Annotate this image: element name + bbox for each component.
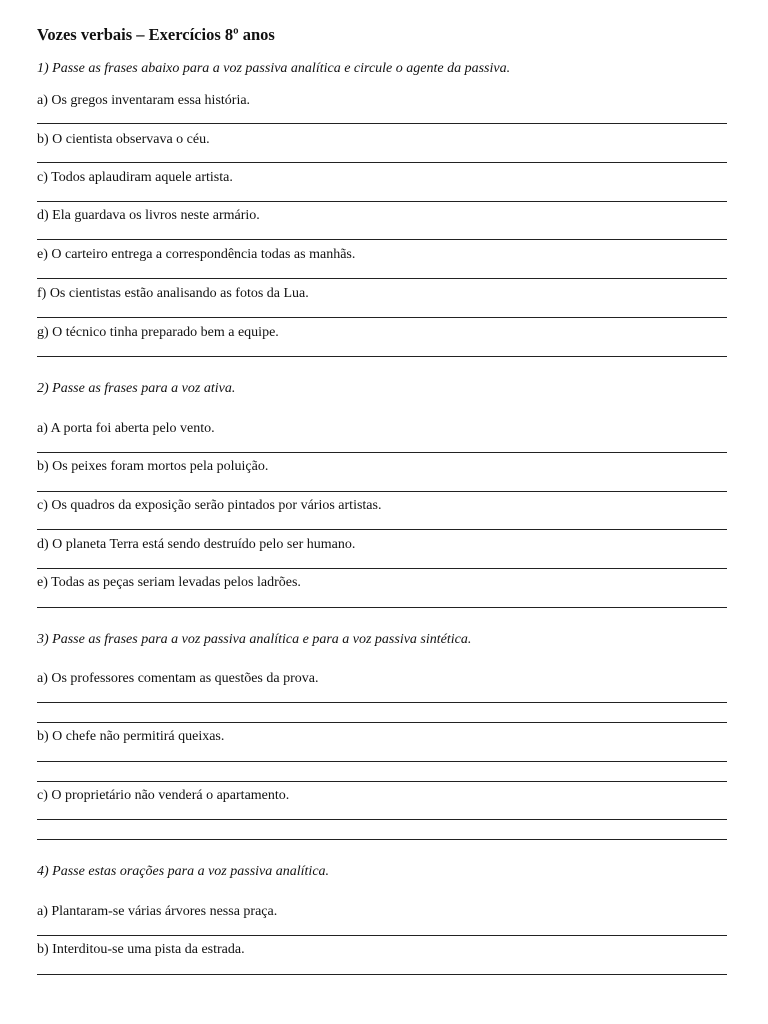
page-title: Vozes verbais – Exercícios 8º anos — [37, 25, 275, 44]
answer-line — [37, 819, 727, 820]
question-1-item-f: f) Os cientistas estão analisando as fotos da Lua. — [37, 286, 309, 301]
question-4-item-b: b) Interditou-se uma pista da estrada. — [37, 942, 245, 957]
question-2-item-e: e) Todas as peças seriam levadas pelos ladrões. — [37, 575, 301, 590]
question-2-item-b: b) Os peixes foram mortos pela poluição. — [37, 459, 269, 474]
question-2-item-a: a) A porta foi aberta pelo vento. — [37, 421, 215, 436]
answer-line — [37, 123, 727, 124]
question-2-instruction: 2) Passe as frases para a voz ativa. — [37, 381, 236, 396]
answer-line — [37, 491, 727, 492]
question-1-item-e: e) O carteiro entrega a correspondência todas as manhãs. — [37, 247, 356, 262]
answer-line — [37, 201, 727, 202]
question-1-item-b: b) O cientista observava o céu. — [37, 132, 210, 147]
question-4-instruction: 4) Passe estas orações para a voz passiva analítica. — [37, 864, 330, 879]
question-1-item-a: a) Os gregos inventaram essa história. — [37, 93, 251, 108]
question-4-item-a: a) Plantaram-se várias árvores nessa praça. — [37, 904, 278, 919]
answer-line — [37, 935, 727, 936]
question-1-item-d: d) Ela guardava os livros neste armário. — [37, 208, 260, 223]
question-3-item-c: c) O proprietário não venderá o apartamento. — [37, 788, 290, 803]
answer-line — [37, 761, 727, 762]
answer-line — [37, 974, 727, 975]
answer-line — [37, 722, 727, 723]
answer-line — [37, 607, 727, 608]
question-2-item-c: c) Os quadros da exposição serão pintados por vários artistas. — [37, 498, 382, 513]
question-3-item-a: a) Os professores comentam as questões da prova. — [37, 671, 319, 686]
question-3-item-b: b) O chefe não permitirá queixas. — [37, 729, 225, 744]
answer-line — [37, 317, 727, 318]
answer-line — [37, 568, 727, 569]
answer-line — [37, 452, 727, 453]
answer-line — [37, 529, 727, 530]
answer-line — [37, 239, 727, 240]
answer-line — [37, 839, 727, 840]
question-3-instruction: 3) Passe as frases para a voz passiva analítica e para a voz passiva sintética. — [37, 632, 472, 647]
question-2-item-d: d) O planeta Terra está sendo destruído pelo ser humano. — [37, 537, 356, 552]
answer-line — [37, 702, 727, 703]
question-1-item-c: c) Todos aplaudiram aquele artista. — [37, 170, 233, 185]
question-1-item-g: g) O técnico tinha preparado bem a equipe. — [37, 325, 279, 340]
answer-line — [37, 781, 727, 782]
answer-line — [37, 162, 727, 163]
answer-line — [37, 356, 727, 357]
question-1-instruction: 1) Passe as frases abaixo para a voz passiva analítica e circule o agente da passiva. — [37, 61, 511, 76]
answer-line — [37, 278, 727, 279]
